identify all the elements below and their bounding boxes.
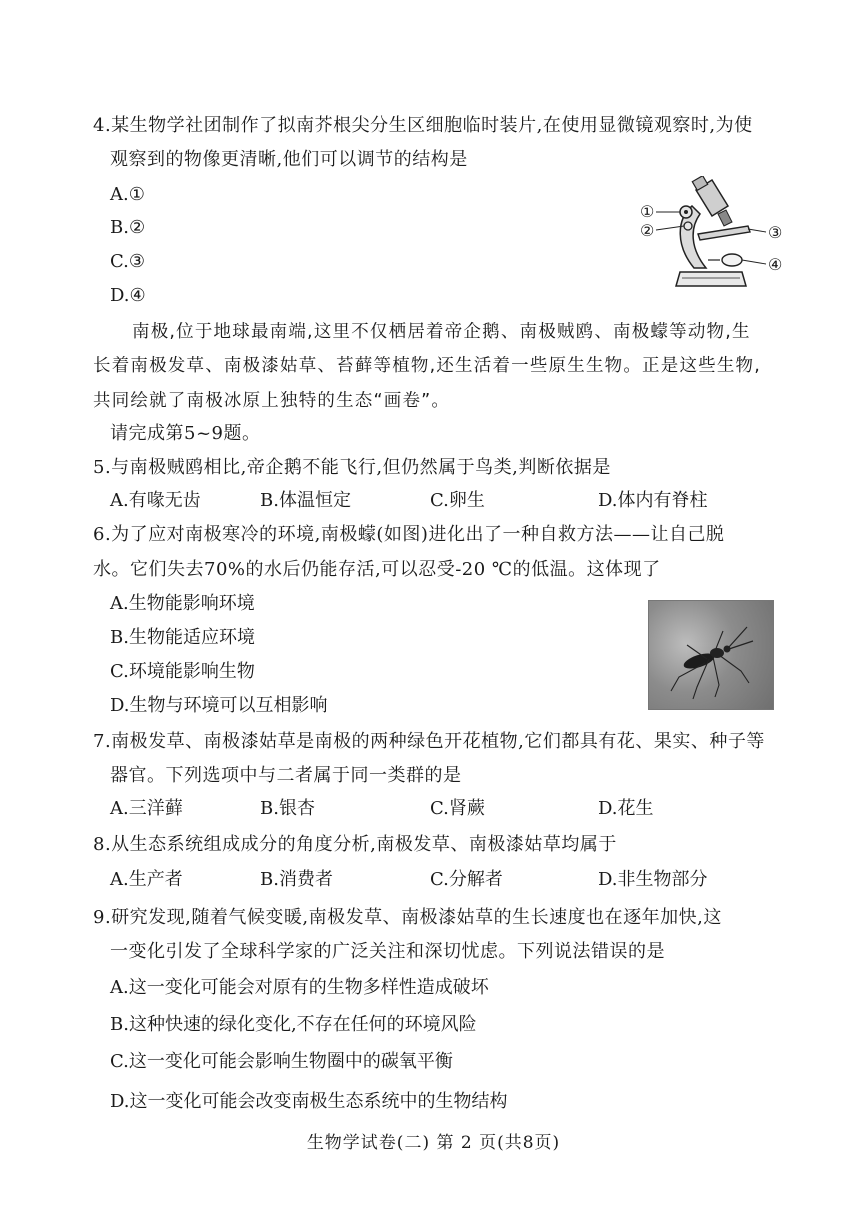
q5-stem: 5.与南极贼鸥相比,帝企鹅不能飞行,但仍然属于鸟类,判断依据是 <box>93 457 611 478</box>
antarctic-midge-photo <box>648 600 774 710</box>
q4-option-b: B.② <box>110 217 146 238</box>
q4-option-a: A.① <box>110 184 145 205</box>
q4-option-d: D.④ <box>110 285 146 306</box>
q6-stem-line1: 6.为了应对南极寒冷的环境,南极蠓(如图)进化出了一种自救方法——让自己脱 <box>93 524 725 545</box>
q4-option-c: C.③ <box>110 251 145 272</box>
q7-option-d: D.花生 <box>598 798 654 819</box>
microscope-figure <box>636 176 786 296</box>
q6-option-b: B.生物能适应环境 <box>110 627 255 648</box>
q7-stem-line2: 器官。下列选项中与二者属于同一类群的是 <box>110 765 462 786</box>
microscope-label-1: ① <box>640 202 655 221</box>
q6-option-c: C.环境能影响生物 <box>110 661 255 682</box>
q4-stem-line2: 观察到的物像更清晰,他们可以调节的结构是 <box>110 149 468 170</box>
passage-line1: 南极,位于地球最南端,这里不仅栖居着帝企鹅、南极贼鸥、南极蠓等动物,生 <box>132 322 751 342</box>
q9-stem-line1: 9.研究发现,随着气候变暖,南极发草、南极漆姑草的生长速度也在逐年加快,这 <box>93 907 722 928</box>
page-footer: 生物学试卷(二) 第 2 页(共8页) <box>306 1133 561 1153</box>
q9-option-a: A.这一变化可能会对原有的生物多样性造成破坏 <box>110 977 489 998</box>
passage-instruction: 请完成第5~9题。 <box>110 423 261 444</box>
q5-option-b: B.体温恒定 <box>260 490 351 511</box>
q7-option-c: C.肾蕨 <box>430 798 485 819</box>
q5-option-c: C.卵生 <box>430 490 485 511</box>
passage-line3: 共同绘就了南极冰原上独特的生态“画卷”。 <box>93 391 451 411</box>
q7-option-a: A.三洋藓 <box>110 798 183 819</box>
q8-option-a: A.生产者 <box>110 869 183 890</box>
q6-option-a: A.生物能影响环境 <box>110 593 255 614</box>
q8-option-c: C.分解者 <box>430 869 503 890</box>
q7-option-b: B.银杏 <box>260 798 315 819</box>
midge-icon <box>649 601 773 709</box>
q9-option-d: D.这一变化可能会改变南极生态系统中的生物结构 <box>110 1091 508 1112</box>
q6-stem-line2: 水。它们失去70%的水后仍能存活,可以忍受-20 ℃的低温。这体现了 <box>93 559 661 580</box>
q5-option-a: A.有喙无齿 <box>110 490 201 511</box>
microscope-label-4: ④ <box>768 255 783 274</box>
q9-stem-line2: 一变化引发了全球科学家的广泛关注和深切忧虑。下列说法错误的是 <box>110 941 665 962</box>
q9-option-c: C.这一变化可能会影响生物圈中的碳氧平衡 <box>110 1051 453 1072</box>
q9-option-b: B.这种快速的绿化变化,不存在任何的环境风险 <box>110 1014 477 1035</box>
q8-stem: 8.从生态系统组成成分的角度分析,南极发草、南极漆姑草均属于 <box>93 834 617 855</box>
q4-stem-line1: 4.某生物学社团制作了拟南芥根尖分生区细胞临时装片,在使用显微镜观察时,为使 <box>93 115 753 136</box>
microscope-label-3: ③ <box>768 223 783 242</box>
q8-option-d: D.非生物部分 <box>598 869 708 890</box>
passage-line2: 长着南极发草、南极漆姑草、苔藓等植物,还生活着一些原生生物。正是这些生物, <box>93 356 762 376</box>
q5-option-d: D.体内有脊柱 <box>598 490 708 511</box>
microscope-label-2: ② <box>640 221 655 240</box>
q7-stem-line1: 7.南极发草、南极漆姑草是南极的两种绿色开花植物,它们都具有花、果实、种子等 <box>93 731 765 752</box>
q6-option-d: D.生物与环境可以互相影响 <box>110 695 328 716</box>
q8-option-b: B.消费者 <box>260 869 333 890</box>
